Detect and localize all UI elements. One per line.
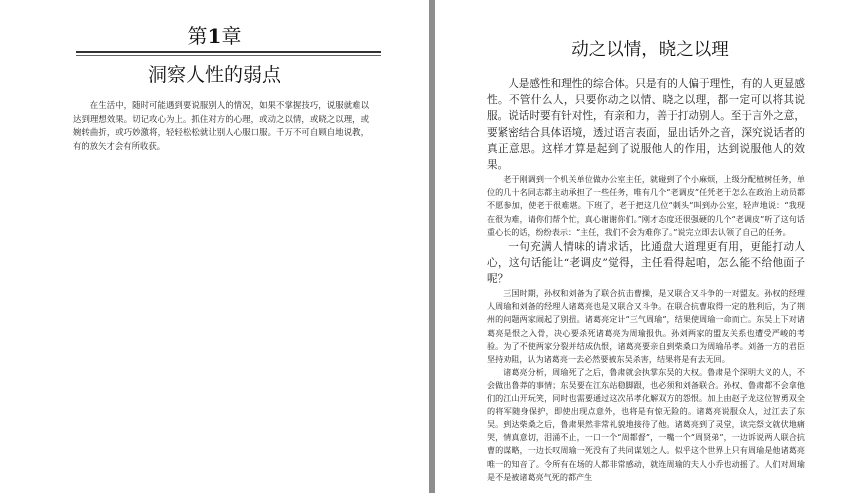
section-title: 动之以情，晓之以理 (571, 40, 729, 60)
heading-rule-thick (76, 51, 381, 53)
chapter-number: 1 (207, 24, 222, 48)
section-body (487, 76, 805, 484)
chapter-intro: 在生活中，随时可能遇到要说服别人的情况，如果不掌握技巧，说服就难以达到理想效果。切记攻心为上。抓住对方的心理，或动之以情，或晓之以理，或婉转曲折，或巧妙激将，轻轻松松就让别人心服口服。千万不可自顾自地说教，有的放矢才会有所收获。 (73, 100, 369, 151)
chapter-suffix: 章 (221, 24, 242, 48)
right-page (435, 0, 865, 493)
chapter-prefix: 第 (187, 24, 208, 48)
left-page (0, 0, 429, 493)
chapter-heading (0, 20, 429, 49)
heading-rule-thin (76, 55, 381, 56)
paragraph: 三国时期，孙权和刘备为了联合抗击曹操，是又联合又斗争的一对盟友。孙权的经理人周瑜和刘备的经理人诸葛亮也是又联合又斗争。在联合抗曹取得一定的胜利后，为了荆州的问题两家闹起了别扭。诸葛亮定计“三气周瑜”，结果使周瑜一命而亡。东吴上下对诸葛亮是恨之入骨，决心要杀死诸葛亮为周瑜报仇。孙刘两家的盟友关系也遭受严峻的考验。为了不使两家分裂并结成仇恨，诸葛亮要亲自到柴桑口为周瑜吊孝。刘备一方的君臣坚持劝阻，认为诸葛亮一去必然要被东吴杀害，结果将是有去无回。 (487, 288, 805, 364)
paragraph: 诸葛亮分析，周瑜死了之后，鲁肃就会执掌东吴的大权。鲁肃是个深明大义的人，不会做出鲁莽的事情；东吴要在江东站稳脚跟，也必须和刘备联合。孙权、鲁肃都不会拿他们的江山开玩笑，同时也需要通过这次吊孝化解双方的怨恨。加上由赵子龙这位智勇双全的将军随身保护，即使出现点意外，也将是有惊无险的。诸葛亮说服众人，过江去了东吴。到达柴桑之后，鲁肃果然非常礼貌地接待了他。诸葛亮到了灵堂，读完祭文就伏地痛哭，情真意切，泪涌不止，一口一个“周都督”，一嘴一个“周贤弟”，一边诉说两人联合抗曹的谋略，一边长叹周瑜一死没有了共同谋划之人。似乎这个世界上只有周瑜是他诸葛亮唯一的知音了。令所有在场的人都非常感动，就连周瑜的夫人小乔也动摇了。人们对周瑜是不是被诸葛亮气死的都产生 (487, 366, 805, 482)
chapter-title: 洞察人性的弱点 (147, 64, 281, 86)
paragraph: 人是感性和理性的综合体。只是有的人偏于理性，有的人更显感性。不管什么人，只要你动之以情、晓之以理，都一定可以将其说服。说话时要有针对性，有亲和力，善于打动别人。至于言外之意，要紧密结合具体语境，透过语言表面，显出话外之音，深究说话者的真正意思。这样才算是起到了说服他人的作用，达到说服他人的效果。 (487, 78, 805, 172)
paragraph: 一句充满人情味的请求话，比通盘大道理更有用，更能打动人心，这句话能让“老调皮”觉得，主任看得起咱，怎么能不给他面子呢？ (487, 240, 805, 286)
paragraph: 老于刚调到一个机关单位做办公室主任，就碰到了个小麻烦，上级分配植树任务，单位的几十名同志都主动承担了一些任务，唯有几个“老调皮”任凭老于怎么在政治上动员都不愿参加，使老于很难堪。下班了，老于把这几位“刺头”叫到办公室，轻声地说：“我现在很为难，请你们帮个忙，真心谢谢你们。”刚才态度还很强硬的几个“老调皮”听了这句话重心长的话，纷纷表示：“主任，我们不会为难你了。”说完立即去认领了自己的任务。 (487, 174, 805, 237)
